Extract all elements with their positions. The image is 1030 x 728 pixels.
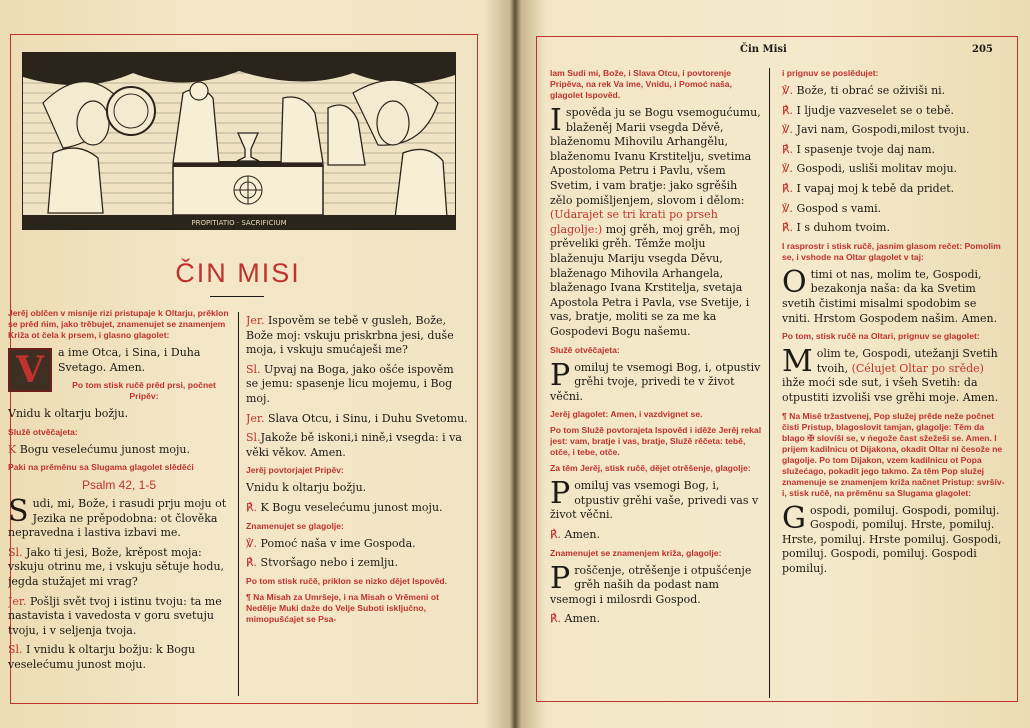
page-title: ČIN MISI [175, 258, 301, 288]
page-number: 205 [972, 44, 993, 55]
running-header: Čin Misi [740, 44, 787, 55]
paragraph: ℟. Stvoršago nebo i zemlju. [246, 556, 398, 570]
engraving-art [23, 53, 455, 229]
left-page-column-1 [8, 306, 230, 700]
paragraph: Sl. Upvaj na Boga, jako ošće ispověm se jemu: spasenje licu mojemu, i Bog moj. [246, 362, 454, 405]
versicle: ℣. Gospodi, usliši molitav moju. [782, 162, 958, 176]
rubric: Služě otvěčajeta: [550, 344, 620, 355]
rubric: Jerěj povtorjajet Pripěv: [246, 465, 344, 476]
paragraph: Jer. Slava Otcu, i Sinu, i Duhu Svetomu. [246, 411, 468, 425]
rubric: ¶ Na Misě tržastvenej, Pop služej prěde neže počnet čisti Pristup, blagoslovit tamjan, glagolje: Těm da blago ✠ slovíši se, v ńegože čast sžežeši se. Amen. I prijem kadilnicu ot Dijakona, okadit Oltar ni česože ne glagolje. Po tom Dijakon, vzem kadilnicu ot Popa služećago, pokadit jego takmo. Za těm Pop služej znamenuje se znamenjem križa načnet Pristup: svršív-i, stisk ručě, na prěměnu sa Slugama glagolet: [782, 410, 1005, 498]
rubric: Jerěj oblčen v misnije rizi pristupaje k Oltarju, prěklon se prěd ńim, jako trěbujet, znamenujet se znamenjem Križa ot čela k prsem, i glasno glagolet: [8, 308, 229, 340]
rubric: Znamenujet se glagolje: [246, 520, 344, 531]
paragraph: Gospodi, pomiluj. Gospodi, pomiluj. Gospodi, pomiluj. Hrste, pomiluj. Hrste, pomiluj. Hrste pomiluj. Gospodi, pomiluj. Gospodi, pomiluj. Gospodi pomiluj. [782, 500, 1002, 575]
paragraph: ℟. K Bogu veselećumu junost moju. [246, 500, 443, 514]
rubric: Jerěj glagolet: Amen, i vazdvignet se. [550, 409, 703, 420]
paragraph: Jer. Ispověm se tebě v gusleh, Bože, Bože moj: vskuju priskrbna jesi, duše moja, i vskuju smućaješi me? [246, 314, 454, 357]
paragraph: ℣. Pomoć naša v ime Gospoda. [246, 536, 416, 550]
paragraph: K Bogu veselećumu junost moju. [8, 442, 191, 456]
paragraph: Proščenje, otrěšenje i otpušćenje grěh naših da podast nam vsemogi i milosrdi Gospod. [550, 560, 752, 606]
rubric: I rasprostr i stisk ručě, jasnim glasom rečet: Pomolim se, i vshode na Oltar glagolet v taj: [782, 240, 1001, 262]
rubric: lam Sudi mi, Bože, i Slava Otcu, i povtorenje Pripěva, na rek Va ime, Vnidu, i Pomoć naša, glagolet Ispověd. [550, 68, 732, 100]
illuminated-initial: V [8, 348, 52, 392]
engraving-illustration [22, 52, 456, 230]
paragraph: Sudi, mi, Bože, i rasudi prju moju ot Jezika ne prěpodobna: ot člověka nepravedna i lastiva izbavi me. [8, 493, 227, 540]
versicle: ℣. Bože, ti obrać se oživiši ni. [782, 84, 946, 97]
rubric: Znamenujet se znamenjem križa, glagolje: [550, 547, 722, 558]
paragraph: Vnidu k oltarju božju. [246, 481, 367, 495]
paragraph: Jer. Pošlji svět tvoj i istinu tvoju: ta me nastavista i vavedosta v goru svetuju tvoju, i v seljenja tvoja. [8, 594, 222, 637]
rubric: ¶ Na Misah za Umršeje, i na Misah o Vrěmeni ot Nedělje Muki daže do Velje Suboti isključno, mimopušćajet se Psa- [246, 591, 439, 624]
engraving-banner-text: PROPITIATIO · SACRIFICIUM [191, 219, 287, 227]
response: ℟. I spasenje tvoje daj nam. [782, 142, 936, 156]
rubric: i prignuv se poslědujet: [782, 68, 879, 78]
paragraph: ℟. Amen. [550, 612, 600, 626]
rubric: Po tom stisk ručě, priklon se nizko dějet Ispověd. [246, 575, 448, 586]
rubric: Paki na prěměnu sa Slugama glagolet slěděći [8, 462, 194, 473]
right-page-column-2 [782, 66, 1008, 698]
versicle: ℣. Javi nam, Gospodi,milost tvoju. [782, 123, 970, 137]
title-rule [210, 296, 264, 297]
left-page-column-2 [246, 314, 468, 698]
paragraph: Sl.Jakože bě iskoni,i nině,i vsegda: i va věki věkov. Amen. [246, 431, 462, 459]
response: ℟. I ljudje vazveselet se o tebě. [782, 103, 954, 117]
rubric: Po tom stisk ručě prěd prsi, počnet Pripěv: [72, 380, 216, 402]
paragraph: Sl. I vnidu k oltarju božju: k Bogu veselećumu junost moju. [8, 643, 196, 671]
paragraph: ℟. Amen. [550, 528, 600, 542]
versicle: ℣. Gospod s vami. [782, 201, 882, 215]
paragraph: V a ime Otca, i Sina, i Duha Svetago. Amen. [8, 346, 230, 375]
rubric: Služě otvěčajeta: [8, 426, 78, 437]
paragraph: Sl. Jako ti jesi, Bože, krěpost moja: vskuju otrinu me, i vskuju sětuje hodu, jegda stužajet mi vrag? [8, 545, 225, 588]
rubric: Po tom, stisk ručě na Oltari, prignuv se glagolet: [782, 331, 980, 342]
paragraph: Otimi ot nas, molim te, Gospodi, bezakonja naša: da ka Svetim svetih čistimi misalmi spodobim se vniti. Hrstom Gospodem našim. Amen. [782, 264, 998, 325]
rubric: Po tom Služě povtorajeta Ispověd i iděže Jerěj rekal jest: vam, bratje i vas, bratje, Služě rěčeta: tebě, otče, i tebe, otče. [550, 425, 762, 458]
paragraph: Molim te, Gospodi, utežanji Svetih tvoih, (Célujet Oltar po srěde) ihže moći sde sut, i všeh Svetih: da otpustiti izvoliši vse grěhi moje. Amen. [782, 344, 999, 404]
paragraph: Ispověda ju se Bogu vsemogućumu, blaženěj Marii vsegda Děvě, blaženomu Mihovilu Arhangělu, blaženomu Ivanu Krstitelju, svetima Apostoloma Petru i Pavlu, všem Svetim, i vam bratje: jako sgrěših zělo pomišljenjem, slovom i dělom: (Udarajet se tri krati po prseh glagolje:) moj grěh, moj grěh, moj prěveliki grěh. Těmže molju blaženuju Mariju vsegda Děvu, blaženago Mihovila Arhangela, blaženago Ivana Krstitelja, svetaja Apostola Petra i Pavla, vse Svetije, i vas, bratje, moliti se za me ka Gospodevi Bogu našemu. [550, 103, 761, 338]
right-page-column-1 [550, 66, 762, 698]
left-column-divider [238, 312, 239, 696]
right-column-divider [769, 68, 770, 698]
paragraph: Vnidu k oltarju božju. [8, 407, 129, 421]
response: ℟. I s duhom tvoim. [782, 221, 890, 235]
paragraph: Pomiluj vas vsemogi Bog, i, otpustiv grěhi vaše, privedi vas v život věčni. [550, 476, 759, 522]
paragraph: Pomiluj te vsemogi Bog, i, otpustiv grěhi tvoje, privedi te v život věčni. [550, 357, 761, 403]
rubric: Za těm Jerěj, stisk ručě, dějet otrěšenje, glagolje: [550, 463, 751, 474]
response: ℟. I vapaj moj k tebě da pridet. [782, 181, 955, 195]
psalm-heading: Psalm 42, 1-5 [81, 478, 157, 493]
